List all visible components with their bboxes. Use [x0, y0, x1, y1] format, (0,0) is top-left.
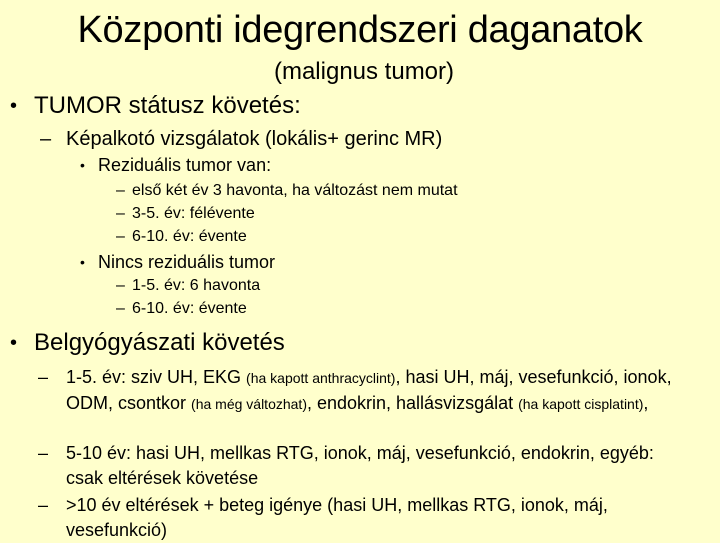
slide-title: Központi idegrendszeri daganatok [77, 9, 643, 51]
item1-text: , hasi UH, máj, vesefunkció, ionok, ODM, csontkor [66, 367, 672, 413]
bullet-dash: – [116, 228, 125, 245]
bullet-dash: – [116, 182, 125, 199]
bullet-dot: • [10, 95, 18, 117]
item1-note: (ha kapott cisplatint) [518, 396, 644, 412]
bullet-dash: – [40, 128, 52, 150]
slide-subtitle: (malignus tumor) [273, 58, 455, 85]
tumor-heading: TUMOR státusz követés: [34, 92, 301, 119]
item2-text: 5-10 év: hasi UH, mellkas RTG, ionok, máj, vesefunkció, endokrin, egyéb: csak eltérések követése [66, 443, 654, 488]
imaging-text: Képalkotó vizsgálatok (lokális+ gerinc MR) [66, 128, 443, 150]
bullet-dash: – [116, 277, 125, 294]
item1-text: , [643, 393, 649, 413]
no-residual-label: Nincs reziduális tumor [98, 252, 276, 272]
item1-note: (ha még változhat) [191, 396, 307, 412]
bullet-dash: – [38, 367, 49, 387]
internal-item-1 [38, 365, 716, 417]
residual-item-text: 3-5. év: félévente [132, 205, 255, 222]
residual-item-text: 6-10. év: évente [132, 228, 247, 245]
internal-heading: Belgyógyászati követés [34, 329, 285, 356]
internal-item-3 [38, 493, 686, 543]
residual-label: Reziduális tumor van: [98, 155, 272, 175]
residual-item-text: első két év 3 havonta, ha változást nem mutat [132, 182, 458, 199]
bullet-dot: • [80, 157, 85, 173]
bullet-dash: – [38, 443, 49, 463]
no-residual-item-text: 6-10. év: évente [132, 300, 247, 317]
bullet-dash: – [116, 300, 125, 317]
bullet-dot: • [80, 254, 85, 270]
item3-text: >10 év eltérések + beteg igénye (hasi UH, mellkas RTG, ionok, máj, vesefunkció) [66, 495, 608, 540]
internal-item-2 [38, 441, 666, 491]
item1-text: 1-5. év: sziv UH, EKG [66, 367, 247, 387]
no-residual-item-text: 1-5. év: 6 havonta [132, 277, 261, 294]
item1-note: (ha kapott anthracyclint) [246, 370, 396, 386]
bullet-dot: • [10, 332, 18, 354]
bullet-dash: – [116, 205, 125, 222]
item1-text: , endokrin, hallásvizsgálat [306, 393, 519, 413]
bullet-dash: – [38, 495, 49, 515]
